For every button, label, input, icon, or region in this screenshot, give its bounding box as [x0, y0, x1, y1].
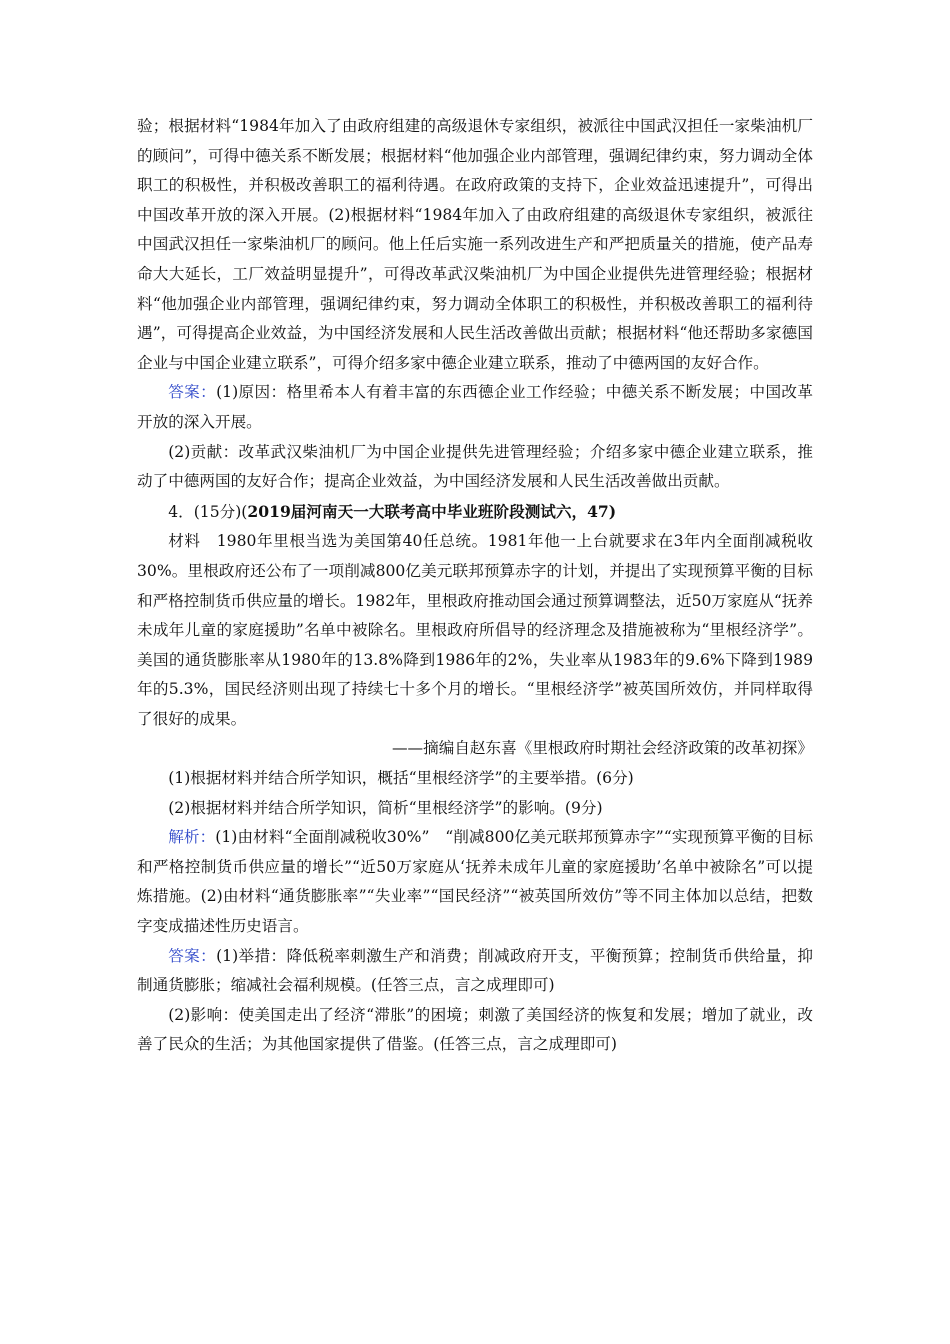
analysis-4: [137, 823, 813, 941]
question-4-header: [137, 497, 813, 528]
answer-label: 答案：: [168, 946, 217, 965]
question-4-sub-1: (1)根据材料并结合所学知识，概括“里根经济学”的主要举措。(6分): [168, 769, 634, 788]
analysis-continuation: 验；根据材料“1984年加入了由政府组建的高级退休专家组织，被派往中国武汉担任一家柴油机厂的顾问”，可得中德关系不断发展；根据材料“他加强企业内部管理，强调纪律约束，努力调动全体职工的积极性，并积极改善职工的福利待遇。在政府政策的支持下，企业效益迅速提升”，可得出中国改革开放的深入开展。(2)根据材料“1984年加入了由政府组建的高级退休专家组织，被派往中国武汉担任一家柴油机厂的顾问。他上任后实施一系列改进生产和严把质量关的措施，使产品寿命大大延长，工厂效益明显提升”，可得改革武汉柴油机厂为中国企业提供先进管理经验；根据材料“他加强企业内部管理，强调纪律约束，努力调动全体职工的积极性，并积极改善职工的福利待遇”，可得提高企业效益，为中国经济发展和人民生活改善做出贡献；根据材料“他还帮助多家德国企业与中国企业建立联系”，可得介绍多家中德企业建立联系，推动了中德两国的友好合作。: [137, 117, 813, 372]
question-4-material: 材料 1980年里根当选为美国第40任总统。1981年他一上台就要求在3年内全面削减税收30%。里根政府还公布了一项削减800亿美元联邦预算赤字的计划，并提出了实现预算平衡的目标和严格控制货币供应量的增长。1982年，里根政府推动国会通过预算调整法，近50万家庭从“抚养未成年儿童的家庭援助”名单中被除名。里根政府所倡导的经济理念及措施被称为“里根经济学”。美国的通货膨胀率从1980年的13.8%降到1986年的2%，失业率从1983年的9.6%下降到1989年的5.3%，国民经济则出现了持续七十多个月的增长。“里根经济学”被英国所效仿，并同样取得了很好的成果。: [137, 532, 813, 728]
question-4-sub-2: (2)根据材料并结合所学知识，简析“里根经济学”的影响。(9分): [168, 798, 603, 817]
analysis-4-text: (1)由材料“全面削减税收30%” “削减800亿美元联邦预算赤字”“实现预算平衡的目标和严格控制货币供应量的增长”“近50万家庭从‘抚养未成年儿童的家庭援助’名单中被除名”可以提炼措施。(2)由材料“通货膨胀率”“失业率”“国民经济”“被英国所效仿”等不同主体加以总结，把数字变成描述性历史语言。: [137, 828, 813, 936]
answer-3-part-2: (2)贡献：改革武汉柴油机厂为中国企业提供先进管理经验；介绍多家中德企业建立联系，推动了中德两国的友好合作；提高企业效益，为中国经济发展和人民生活改善做出贡献。: [137, 442, 813, 491]
answer-3-part-1: [137, 378, 813, 437]
analysis-label: 解析：: [168, 828, 216, 847]
answer-4-part-1-text: (1)举措：降低税率刺激生产和消费；削减政府开支，平衡预算；控制货币供给量，抑制通货膨胀；缩减社会福利规模。(任答三点，言之成理即可): [137, 946, 813, 995]
document-page: [137, 112, 813, 1060]
question-4-number: 4．(15分)(: [168, 502, 248, 521]
answer-3-part-1-text: (1)原因：格里希本人有着丰富的东西德企业工作经验；中德关系不断发展；中国改革开放的深入开展。: [137, 383, 813, 431]
answer-label: 答案：: [168, 383, 217, 402]
answer-4-part-2: (2)影响：使美国走出了经济“滞胀”的困境；刺激了美国经济的恢复和发展；增加了就业，改善了民众的生活；为其他国家提供了借鉴。(任答三点，言之成理即可): [137, 1005, 813, 1054]
answer-4-part-1: [137, 942, 813, 1001]
material-citation: ——摘编自赵东喜《里根政府时期社会经济政策的改革初探》: [391, 739, 813, 758]
question-4-source: 2019届河南天一大联考高中毕业班阶段测试六，47): [247, 501, 617, 521]
